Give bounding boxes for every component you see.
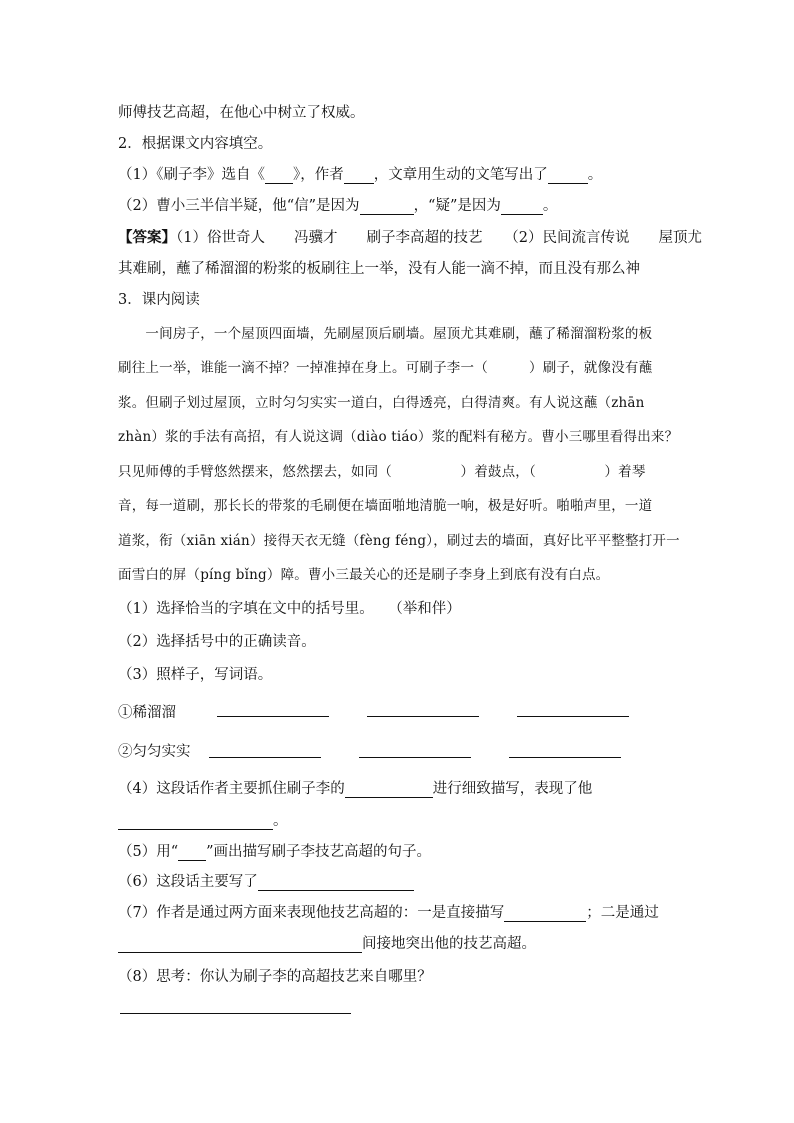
q3-s5-text-a: （5）用“ <box>118 844 179 860</box>
q3-s7-text-c: 间接地突出他的技艺高超。 <box>362 936 536 952</box>
q3-s6-text: （6）这段话主要写了 <box>118 874 258 890</box>
blank-direct[interactable] <box>504 907 586 922</box>
blank-doubt[interactable] <box>501 200 543 215</box>
q3-sub7-cont <box>118 935 678 953</box>
q2-heading: 2．根据课文内容填空。 <box>118 136 273 152</box>
example-2-label: ②匀匀实实 <box>118 744 191 760</box>
blank-indirect[interactable] <box>118 938 362 953</box>
q2-part2 <box>118 197 678 215</box>
answer-line[interactable] <box>209 757 321 758</box>
example-1-label: ①稀溜溜 <box>118 705 176 721</box>
underline-sample <box>178 846 206 861</box>
passage-line: 只见师傅的手臂悠然摆来，悠然摆去，如同（ ）着鼓点，（ ）着琴 <box>118 464 646 480</box>
q3-sub4 <box>118 780 678 798</box>
passage-line: 音，每一道刷，那长长的带浆的毛刷便在墙面啪地清脆一响，极是好听。啪啪声里，一道 <box>118 498 653 514</box>
q3-s4-text-a: （4）这段话作者主要抓住刷子李的 <box>118 781 345 797</box>
q3-sub2: （2）选择括号中的正确读音。 <box>118 634 316 650</box>
intro-line: 师傅技艺高超，在他心中树立了权威。 <box>118 105 365 121</box>
q2-p1-text-b: 》，作者 <box>292 167 344 183</box>
q3-sub5 <box>118 843 678 861</box>
q3-s4-text-b: 进行细致描写，表现了他 <box>432 781 593 797</box>
answer-line[interactable] <box>120 1013 351 1014</box>
answer-line[interactable] <box>367 716 479 717</box>
q3-s5-text-b: ”画出描写刷子李技艺高超的句子。 <box>206 844 432 860</box>
blank-believe[interactable] <box>360 200 414 215</box>
passage-line: 浆。但刷子划过屋顶，立时匀匀实实一道白，白得透亮，白得清爽。有人说这蘸（zhān <box>118 395 645 411</box>
passage-line: 一间房子，一个屋顶四面墙，先刷屋顶后刷墙。屋顶尤其难刷，蘸了稀溜溜粉浆的板 <box>118 326 653 342</box>
q2-answer-line1 <box>118 229 702 247</box>
answer-line[interactable] <box>359 757 471 758</box>
blank-main-idea[interactable] <box>258 876 414 891</box>
q2-p2-text-c: 。 <box>542 198 558 214</box>
q2-p1-text-c: ，文章用生动的文笔写出了 <box>373 167 548 183</box>
passage-line: 道浆，衔（xiān xián）接得天衣无缝（fèng féng），刷过去的墙面，真好比平平整整打开一 <box>118 533 680 549</box>
q3-sub1: （1）选择恰当的字填在文中的括号里。 （举和伴） <box>118 601 461 617</box>
q3-sub3: （3）照样子，写词语。 <box>118 667 273 683</box>
q3-sub7 <box>118 904 678 922</box>
blank-skill[interactable] <box>548 169 588 184</box>
q3-sub4-cont <box>118 812 678 830</box>
answer-line[interactable] <box>217 716 329 717</box>
blank-focus[interactable] <box>345 783 433 798</box>
answer-text-1: （1）俗世奇人 冯骥才 刷子李高超的技艺 （2）民间流言传说 屋顶尤 <box>176 230 702 246</box>
q3-s7-text-b: ；二是通过 <box>586 905 659 921</box>
q2-answer-line2: 其难刷，蘸了稀溜溜的粉浆的板刷往上一举，没有人能一滴不掉，而且没有那么神 <box>118 261 640 277</box>
answer-line[interactable] <box>509 757 621 758</box>
answer-tag: 【答案】 <box>118 229 176 246</box>
blank-book[interactable] <box>265 169 293 184</box>
q2-p1-text-a: （1）《刷子李》选自《 <box>118 167 265 183</box>
q2-p2-text-a: （2）曹小三半信半疑，他“信”是因为 <box>118 198 360 214</box>
q3-s4-text-c: 。 <box>273 813 288 829</box>
q2-p2-text-b: ，“疑”是因为 <box>413 198 501 214</box>
q3-sub6 <box>118 873 678 891</box>
q3-heading: 3．课内阅读 <box>118 292 200 308</box>
blank-show[interactable] <box>118 815 273 830</box>
q3-s7-text-a: （7）作者是通过两方面来表现他技艺高超的：一是直接描写 <box>118 905 505 921</box>
passage-line: 面雪白的屏（píng bǐng）障。曹小三最关心的还是刷子李身上到底有没有白点。 <box>118 567 610 583</box>
q3-sub8: （8）思考：你认为刷子李的高超技艺来自哪里？ <box>118 969 432 985</box>
q2-part1 <box>118 166 678 184</box>
passage-line: zhàn）浆的手法有高招，有人说这调（diào tiáo）浆的配料有秘方。曹小三哪里看得出来？ <box>118 429 679 445</box>
passage-line: 刷往上一举，谁能一滴不掉？一掉准掉在身上。可刷子李一（ ）刷子，就像没有蘸 <box>118 360 653 376</box>
answer-line[interactable] <box>517 716 629 717</box>
blank-author[interactable] <box>344 169 374 184</box>
q2-p1-text-d: 。 <box>587 167 603 183</box>
